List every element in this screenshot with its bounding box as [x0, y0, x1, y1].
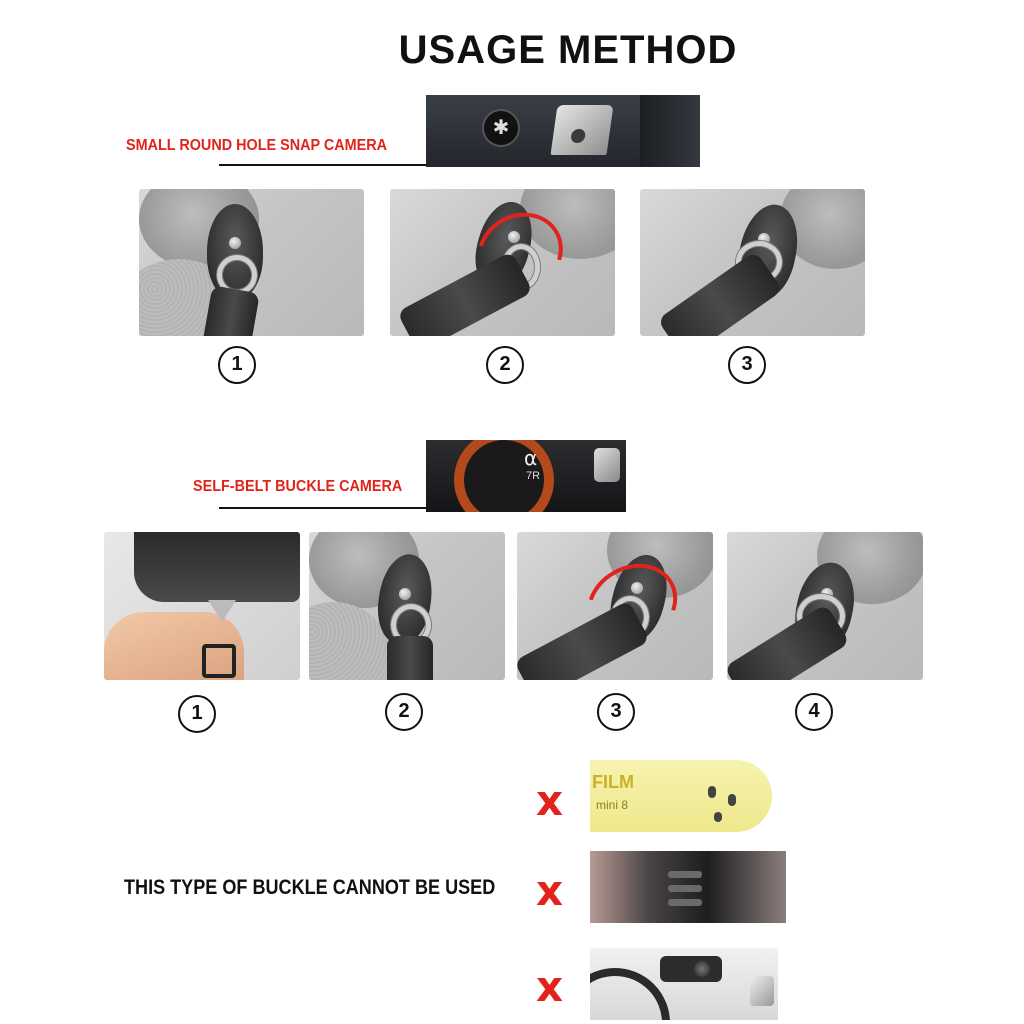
step-photo-3 — [640, 189, 865, 336]
camera-badge: α — [524, 446, 538, 470]
section-label-belt: SELF-BELT BUCKLE CAMERA — [193, 478, 403, 495]
brand-text: FILM — [592, 772, 634, 792]
step-photo-2 — [390, 189, 615, 336]
strap-icon — [202, 285, 260, 336]
strap-icon — [727, 604, 850, 680]
step-number-b4: 4 — [795, 693, 833, 731]
strap-icon — [657, 251, 783, 336]
slot-icon — [668, 871, 702, 878]
camera-banner-belt — [426, 440, 626, 512]
slot-icon — [668, 885, 702, 892]
step-photo-1 — [139, 189, 364, 336]
strap-lug-icon — [594, 448, 620, 482]
step-number-b1: 1 — [178, 695, 216, 733]
camera-button-icon: ✱ — [482, 109, 520, 147]
step-photo-b4 — [727, 532, 923, 680]
step-number-2: 2 — [486, 346, 524, 384]
strap-icon — [397, 251, 533, 336]
x-mark-icon: x — [536, 962, 564, 1011]
camera-model: 7R — [526, 470, 541, 482]
step-number-1: 1 — [218, 346, 256, 384]
step-photo-b3 — [517, 532, 713, 680]
model-text: mini 8 — [596, 798, 629, 812]
step-number-b2: 2 — [385, 693, 423, 731]
slot-icon — [668, 899, 702, 906]
lens-ring — [590, 968, 670, 1020]
buckle-clip-icon — [202, 644, 236, 678]
section-underline — [219, 507, 427, 509]
section-underline — [219, 164, 429, 166]
step-number-b3: 3 — [597, 693, 635, 731]
strap-icon — [517, 600, 650, 680]
camera-grip — [640, 95, 700, 167]
step-photo-b2 — [309, 532, 505, 680]
step-number-3: 3 — [728, 346, 766, 384]
triangle-ring-icon — [208, 600, 236, 622]
strap-icon — [387, 636, 433, 680]
incompatible-example-3 — [590, 948, 778, 1020]
incompatible-warning: THIS TYPE OF BUCKLE CANNOT BE USED — [124, 876, 496, 899]
camera-banner-snap — [426, 95, 700, 167]
strap-lug-icon — [550, 105, 613, 155]
step-photo-b1 — [104, 532, 300, 680]
x-mark-icon: x — [536, 866, 564, 915]
section-label-snap: SMALL ROUND HOLE SNAP CAMERA — [126, 137, 388, 154]
strap-lug-icon — [750, 976, 774, 1006]
incompatible-example-1 — [590, 760, 772, 832]
page-title: USAGE METHOD — [398, 28, 738, 72]
x-mark-icon: x — [536, 776, 564, 825]
incompatible-example-2 — [590, 851, 786, 923]
